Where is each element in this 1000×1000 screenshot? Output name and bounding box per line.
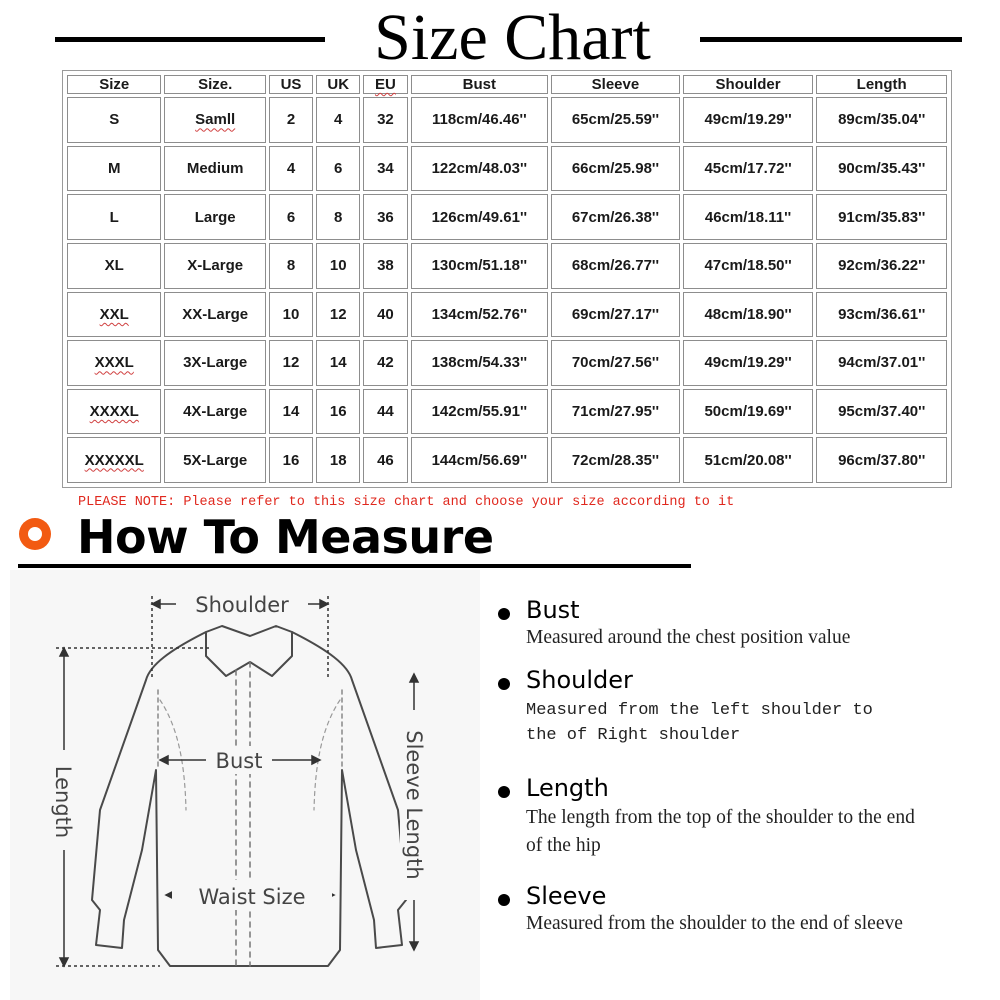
measure-heading: Length bbox=[526, 774, 609, 802]
table-row bbox=[67, 292, 947, 338]
bullet-icon bbox=[498, 894, 510, 906]
table-cell: 144cm/56.69'' bbox=[411, 437, 549, 483]
size-chart-header bbox=[0, 0, 1000, 72]
table-cell: 4 bbox=[316, 97, 360, 143]
table-cell: XXXXL bbox=[67, 389, 161, 435]
table-cell: 2 bbox=[269, 97, 313, 143]
diagram-label-sleeve-length: Sleeve Length bbox=[402, 730, 426, 880]
table-cell: 138cm/54.33'' bbox=[411, 340, 549, 386]
table-cell: 50cm/19.69'' bbox=[683, 389, 814, 435]
table-cell: 95cm/37.40'' bbox=[816, 389, 947, 435]
table-cell: Samll bbox=[164, 97, 265, 143]
table-cell: 89cm/35.04'' bbox=[816, 97, 947, 143]
table-cell: Large bbox=[164, 194, 265, 240]
header-cell: Shoulder bbox=[683, 75, 814, 94]
table-cell: 10 bbox=[269, 292, 313, 338]
measure-description: Measured from the left shoulder to the of Right shoulder bbox=[526, 701, 873, 745]
table-cell: 38 bbox=[363, 243, 407, 289]
table-cell: XL bbox=[67, 243, 161, 289]
table-row bbox=[67, 389, 947, 435]
table-cell: 118cm/46.46'' bbox=[411, 97, 549, 143]
table-cell: XXXL bbox=[67, 340, 161, 386]
table-row bbox=[67, 97, 947, 143]
measure-item-bust bbox=[498, 596, 978, 656]
shirt-outline-left bbox=[92, 632, 250, 966]
diagram-label-bust: Bust bbox=[215, 749, 263, 773]
table-cell: 6 bbox=[316, 146, 360, 192]
table-cell: 45cm/17.72'' bbox=[683, 146, 814, 192]
table-cell: 67cm/26.38'' bbox=[551, 194, 680, 240]
diagram-label-waist-size: Waist Size bbox=[198, 885, 306, 909]
measure-description: Measured from the shoulder to the end of sleeve bbox=[526, 913, 903, 934]
table-cell: 66cm/25.98'' bbox=[551, 146, 680, 192]
shirt-collar bbox=[206, 626, 292, 676]
table-cell: 47cm/18.50'' bbox=[683, 243, 814, 289]
table-cell: 8 bbox=[316, 194, 360, 240]
table-cell: 36 bbox=[363, 194, 407, 240]
table-cell: XXL bbox=[67, 292, 161, 338]
header-cell: US bbox=[269, 75, 313, 94]
table-cell: 93cm/36.61'' bbox=[816, 292, 947, 338]
measure-item-sleeve bbox=[498, 882, 978, 972]
table-cell: 68cm/26.77'' bbox=[551, 243, 680, 289]
table-cell: 51cm/20.08'' bbox=[683, 437, 814, 483]
title-rule-right bbox=[700, 37, 962, 42]
table-cell: 12 bbox=[269, 340, 313, 386]
page-title: Size Chart bbox=[374, 1, 651, 74]
table-cell: Medium bbox=[164, 146, 265, 192]
table-row bbox=[67, 340, 947, 386]
table-cell: 94cm/37.01'' bbox=[816, 340, 947, 386]
table-cell: 12 bbox=[316, 292, 360, 338]
table-cell: 72cm/28.35'' bbox=[551, 437, 680, 483]
table-cell: 14 bbox=[269, 389, 313, 435]
table-cell: M bbox=[67, 146, 161, 192]
table-cell: 42 bbox=[363, 340, 407, 386]
table-cell: 4X-Large bbox=[164, 389, 265, 435]
table-cell: L bbox=[67, 194, 161, 240]
table-cell: 5X-Large bbox=[164, 437, 265, 483]
table-row bbox=[67, 437, 947, 483]
header-cell: Length bbox=[816, 75, 947, 94]
measure-item-length bbox=[498, 774, 978, 864]
table-cell: 18 bbox=[316, 437, 360, 483]
table-cell: 91cm/35.83'' bbox=[816, 194, 947, 240]
measure-heading: Shoulder bbox=[526, 666, 633, 694]
table-cell: 65cm/25.59'' bbox=[551, 97, 680, 143]
orange-circle-icon bbox=[19, 518, 51, 550]
table-cell: 40 bbox=[363, 292, 407, 338]
bullet-icon bbox=[498, 678, 510, 690]
how-to-measure-title: How To Measure bbox=[77, 510, 494, 564]
table-cell: 90cm/35.43'' bbox=[816, 146, 947, 192]
header-cell: Size. bbox=[164, 75, 265, 94]
table-cell: 96cm/37.80'' bbox=[816, 437, 947, 483]
measure-description: Measured around the chest position value bbox=[526, 627, 851, 648]
header-cell: EU bbox=[363, 75, 407, 94]
diagram-label-shoulder: Shoulder bbox=[195, 593, 289, 617]
table-cell: 6 bbox=[269, 194, 313, 240]
table-row bbox=[67, 243, 947, 289]
measure-item-shoulder bbox=[498, 666, 978, 756]
table-cell: 71cm/27.95'' bbox=[551, 389, 680, 435]
measure-heading: Bust bbox=[526, 596, 580, 624]
table-cell: 16 bbox=[316, 389, 360, 435]
measure-description: The length from the top of the shoulder to the end of the hip bbox=[526, 807, 915, 856]
title-rule-left bbox=[55, 37, 325, 42]
table-row bbox=[67, 194, 947, 240]
table-cell: 8 bbox=[269, 243, 313, 289]
table-cell: 49cm/19.29'' bbox=[683, 340, 814, 386]
table-cell: 92cm/36.22'' bbox=[816, 243, 947, 289]
header-cell: Sleeve bbox=[551, 75, 680, 94]
measure-heading: Sleeve bbox=[526, 882, 607, 910]
table-cell: 130cm/51.18'' bbox=[411, 243, 549, 289]
header-cell: UK bbox=[316, 75, 360, 94]
table-cell: 49cm/19.29'' bbox=[683, 97, 814, 143]
table-cell: 16 bbox=[269, 437, 313, 483]
bullet-icon bbox=[498, 786, 510, 798]
table-row bbox=[67, 146, 947, 192]
table-cell: 70cm/27.56'' bbox=[551, 340, 680, 386]
table-cell: 126cm/49.61'' bbox=[411, 194, 549, 240]
header-cell: Size bbox=[67, 75, 161, 94]
table-header-row bbox=[67, 75, 947, 94]
table-cell: 69cm/27.17'' bbox=[551, 292, 680, 338]
section-rule bbox=[18, 564, 691, 568]
size-table bbox=[64, 72, 950, 486]
table-cell: 134cm/52.76'' bbox=[411, 292, 549, 338]
table-cell: 4 bbox=[269, 146, 313, 192]
table-cell: X-Large bbox=[164, 243, 265, 289]
table-cell: 10 bbox=[316, 243, 360, 289]
table-cell: 122cm/48.03'' bbox=[411, 146, 549, 192]
table-cell: 48cm/18.90'' bbox=[683, 292, 814, 338]
header-cell: Bust bbox=[411, 75, 549, 94]
table-cell: 3X-Large bbox=[164, 340, 265, 386]
table-cell: 34 bbox=[363, 146, 407, 192]
table-cell: 142cm/55.91'' bbox=[411, 389, 549, 435]
bullet-icon bbox=[498, 608, 510, 620]
table-cell: 44 bbox=[363, 389, 407, 435]
table-cell: 14 bbox=[316, 340, 360, 386]
size-note: PLEASE NOTE: Please refer to this size chart and choose your size according to it bbox=[78, 495, 735, 510]
table-cell: XX-Large bbox=[164, 292, 265, 338]
table-cell: 46 bbox=[363, 437, 407, 483]
shirt-diagram bbox=[10, 570, 480, 1000]
diagram-label-length: Length bbox=[51, 765, 75, 839]
table-cell: 46cm/18.11'' bbox=[683, 194, 814, 240]
shirt-outline-right bbox=[250, 632, 406, 966]
table-cell: S bbox=[67, 97, 161, 143]
table-cell: XXXXXL bbox=[67, 437, 161, 483]
table-cell: 32 bbox=[363, 97, 407, 143]
